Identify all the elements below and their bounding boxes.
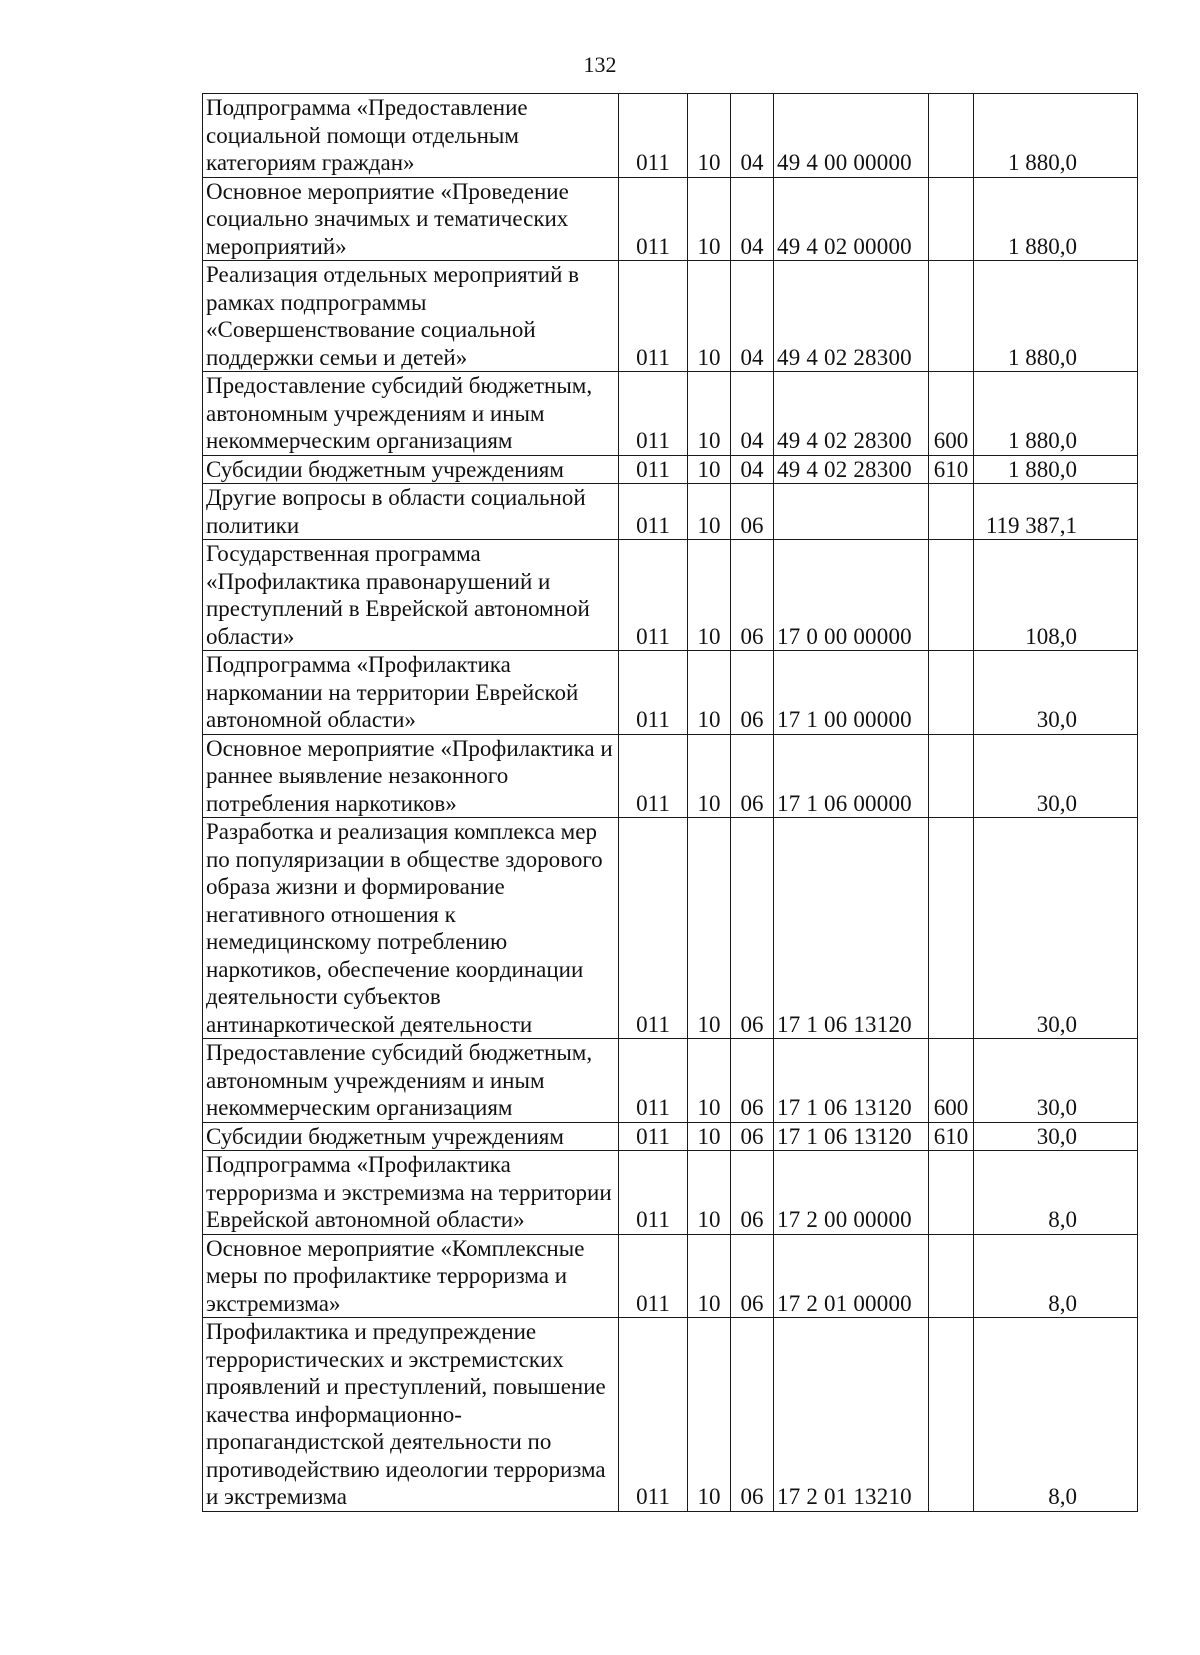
row-target-code: 49 4 02 28300 [774, 372, 929, 456]
row-target-code: 17 1 00 00000 [774, 651, 929, 735]
row-name: Разработка и реализация комплекса мер по популяризации в обществе здорового образа жизни и формирование негативного отношения к немедицинскому потреблению наркотиков, обеспечение координации деятельности субъектов антинаркотической деятельности [203, 818, 619, 1039]
row-ministry-code: 011 [619, 1234, 688, 1318]
table-row [203, 94, 1138, 178]
row-section-code: 10 [688, 455, 731, 484]
row-section-code: 10 [688, 177, 731, 261]
row-target-code: 49 4 02 28300 [774, 261, 929, 372]
row-name: Субсидии бюджетным учреждениям [203, 1122, 619, 1151]
row-section-code: 10 [688, 1122, 731, 1151]
table-row [203, 1039, 1138, 1123]
row-section-code: 10 [688, 1151, 731, 1235]
row-section-code: 10 [688, 94, 731, 178]
row-name: Профилактика и предупреждение террористических и экстремистских проявлений и преступлений, повышение качества информационно-пропагандистской деятельности по противодействию идеологии терроризма и экстремизма [203, 1318, 619, 1512]
row-amount: 119 387,1 [974, 484, 1138, 540]
row-ministry-code: 011 [619, 1318, 688, 1512]
row-amount: 8,0 [974, 1318, 1138, 1512]
row-name: Основное мероприятие «Профилактика и раннее выявление незаконного потребления наркотиков» [203, 734, 619, 818]
row-subsection-code: 06 [731, 734, 774, 818]
row-name: Подпрограмма «Предоставление социальной помощи отдельным категориям граждан» [203, 94, 619, 178]
row-expense-type-code [929, 818, 974, 1039]
row-ministry-code: 011 [619, 818, 688, 1039]
row-section-code: 10 [688, 1039, 731, 1123]
row-expense-type-code [929, 1151, 974, 1235]
row-expense-type-code [929, 1318, 974, 1512]
row-subsection-code: 04 [731, 261, 774, 372]
row-subsection-code: 06 [731, 540, 774, 651]
table-row [203, 818, 1138, 1039]
table-row [203, 734, 1138, 818]
row-expense-type-code: 600 [929, 1039, 974, 1123]
row-expense-type-code [929, 734, 974, 818]
row-ministry-code: 011 [619, 177, 688, 261]
row-target-code: 17 1 06 00000 [774, 734, 929, 818]
row-amount: 1 880,0 [974, 372, 1138, 456]
row-amount: 30,0 [974, 734, 1138, 818]
row-target-code: 49 4 00 00000 [774, 94, 929, 178]
row-amount: 30,0 [974, 1039, 1138, 1123]
row-expense-type-code [929, 1234, 974, 1318]
row-amount: 1 880,0 [974, 94, 1138, 178]
row-ministry-code: 011 [619, 540, 688, 651]
row-expense-type-code [929, 177, 974, 261]
row-target-code: 17 1 06 13120 [774, 818, 929, 1039]
row-ministry-code: 011 [619, 734, 688, 818]
row-expense-type-code [929, 540, 974, 651]
row-amount: 1 880,0 [974, 177, 1138, 261]
row-section-code: 10 [688, 1318, 731, 1512]
row-subsection-code: 06 [731, 1039, 774, 1123]
row-target-code: 17 2 00 00000 [774, 1151, 929, 1235]
row-section-code: 10 [688, 1234, 731, 1318]
row-section-code: 10 [688, 484, 731, 540]
table-row [203, 1234, 1138, 1318]
table-row [203, 261, 1138, 372]
row-name: Предоставление субсидий бюджетным, автономным учреждениям и иным некоммерческим организациям [203, 1039, 619, 1123]
row-target-code: 49 4 02 00000 [774, 177, 929, 261]
row-ministry-code: 011 [619, 484, 688, 540]
row-subsection-code: 06 [731, 651, 774, 735]
row-amount: 30,0 [974, 1122, 1138, 1151]
row-name: Другие вопросы в области социальной политики [203, 484, 619, 540]
row-target-code: 17 0 00 00000 [774, 540, 929, 651]
row-subsection-code: 04 [731, 94, 774, 178]
row-expense-type-code [929, 651, 974, 735]
row-target-code: 17 1 06 13120 [774, 1122, 929, 1151]
row-name: Подпрограмма «Профилактика наркомании на территории Еврейской автономной области» [203, 651, 619, 735]
row-name: Подпрограмма «Профилактика терроризма и экстремизма на территории Еврейской автономной области» [203, 1151, 619, 1235]
row-name: Реализация отдельных мероприятий в рамках подпрограммы «Совершенствование социальной поддержки семьи и детей» [203, 261, 619, 372]
row-name: Субсидии бюджетным учреждениям [203, 455, 619, 484]
row-expense-type-code: 600 [929, 372, 974, 456]
row-ministry-code: 011 [619, 1122, 688, 1151]
row-ministry-code: 011 [619, 372, 688, 456]
row-expense-type-code: 610 [929, 455, 974, 484]
row-expense-type-code [929, 484, 974, 540]
row-ministry-code: 011 [619, 1039, 688, 1123]
row-name: Основное мероприятие «Комплексные меры по профилактике терроризма и экстремизма» [203, 1234, 619, 1318]
table-row [203, 540, 1138, 651]
row-subsection-code: 06 [731, 1234, 774, 1318]
row-target-code: 17 2 01 00000 [774, 1234, 929, 1318]
row-section-code: 10 [688, 651, 731, 735]
row-target-code: 17 1 06 13120 [774, 1039, 929, 1123]
row-ministry-code: 011 [619, 455, 688, 484]
row-section-code: 10 [688, 261, 731, 372]
row-name: Государственная программа «Профилактика правонарушений и преступлений в Еврейской автономной области» [203, 540, 619, 651]
row-ministry-code: 011 [619, 651, 688, 735]
row-subsection-code: 06 [731, 1318, 774, 1512]
row-ministry-code: 011 [619, 94, 688, 178]
row-subsection-code: 04 [731, 372, 774, 456]
budget-table [202, 93, 1138, 1512]
table-row [203, 177, 1138, 261]
table-row [203, 372, 1138, 456]
row-subsection-code: 06 [731, 1122, 774, 1151]
row-subsection-code: 06 [731, 818, 774, 1039]
table-row [203, 1122, 1138, 1151]
table-row [203, 455, 1138, 484]
table-body [203, 94, 1138, 1512]
row-target-code [774, 484, 929, 540]
row-amount: 1 880,0 [974, 455, 1138, 484]
page-number: 132 [583, 52, 617, 77]
row-section-code: 10 [688, 372, 731, 456]
table-row [203, 484, 1138, 540]
table-row [203, 1318, 1138, 1512]
table-row [203, 1151, 1138, 1235]
row-amount: 8,0 [974, 1151, 1138, 1235]
row-name: Основное мероприятие «Проведение социально значимых и тематических мероприятий» [203, 177, 619, 261]
row-ministry-code: 011 [619, 261, 688, 372]
table-row [203, 651, 1138, 735]
row-ministry-code: 011 [619, 1151, 688, 1235]
row-expense-type-code [929, 94, 974, 178]
row-amount: 30,0 [974, 818, 1138, 1039]
row-subsection-code: 06 [731, 484, 774, 540]
row-amount: 108,0 [974, 540, 1138, 651]
row-section-code: 10 [688, 734, 731, 818]
row-section-code: 10 [688, 540, 731, 651]
row-expense-type-code: 610 [929, 1122, 974, 1151]
row-target-code: 17 2 01 13210 [774, 1318, 929, 1512]
row-expense-type-code [929, 261, 974, 372]
row-amount: 30,0 [974, 651, 1138, 735]
row-section-code: 10 [688, 818, 731, 1039]
row-subsection-code: 04 [731, 177, 774, 261]
row-name: Предоставление субсидий бюджетным, автономным учреждениям и иным некоммерческим организациям [203, 372, 619, 456]
row-amount: 1 880,0 [974, 261, 1138, 372]
row-target-code: 49 4 02 28300 [774, 455, 929, 484]
row-subsection-code: 06 [731, 1151, 774, 1235]
row-amount: 8,0 [974, 1234, 1138, 1318]
row-subsection-code: 04 [731, 455, 774, 484]
